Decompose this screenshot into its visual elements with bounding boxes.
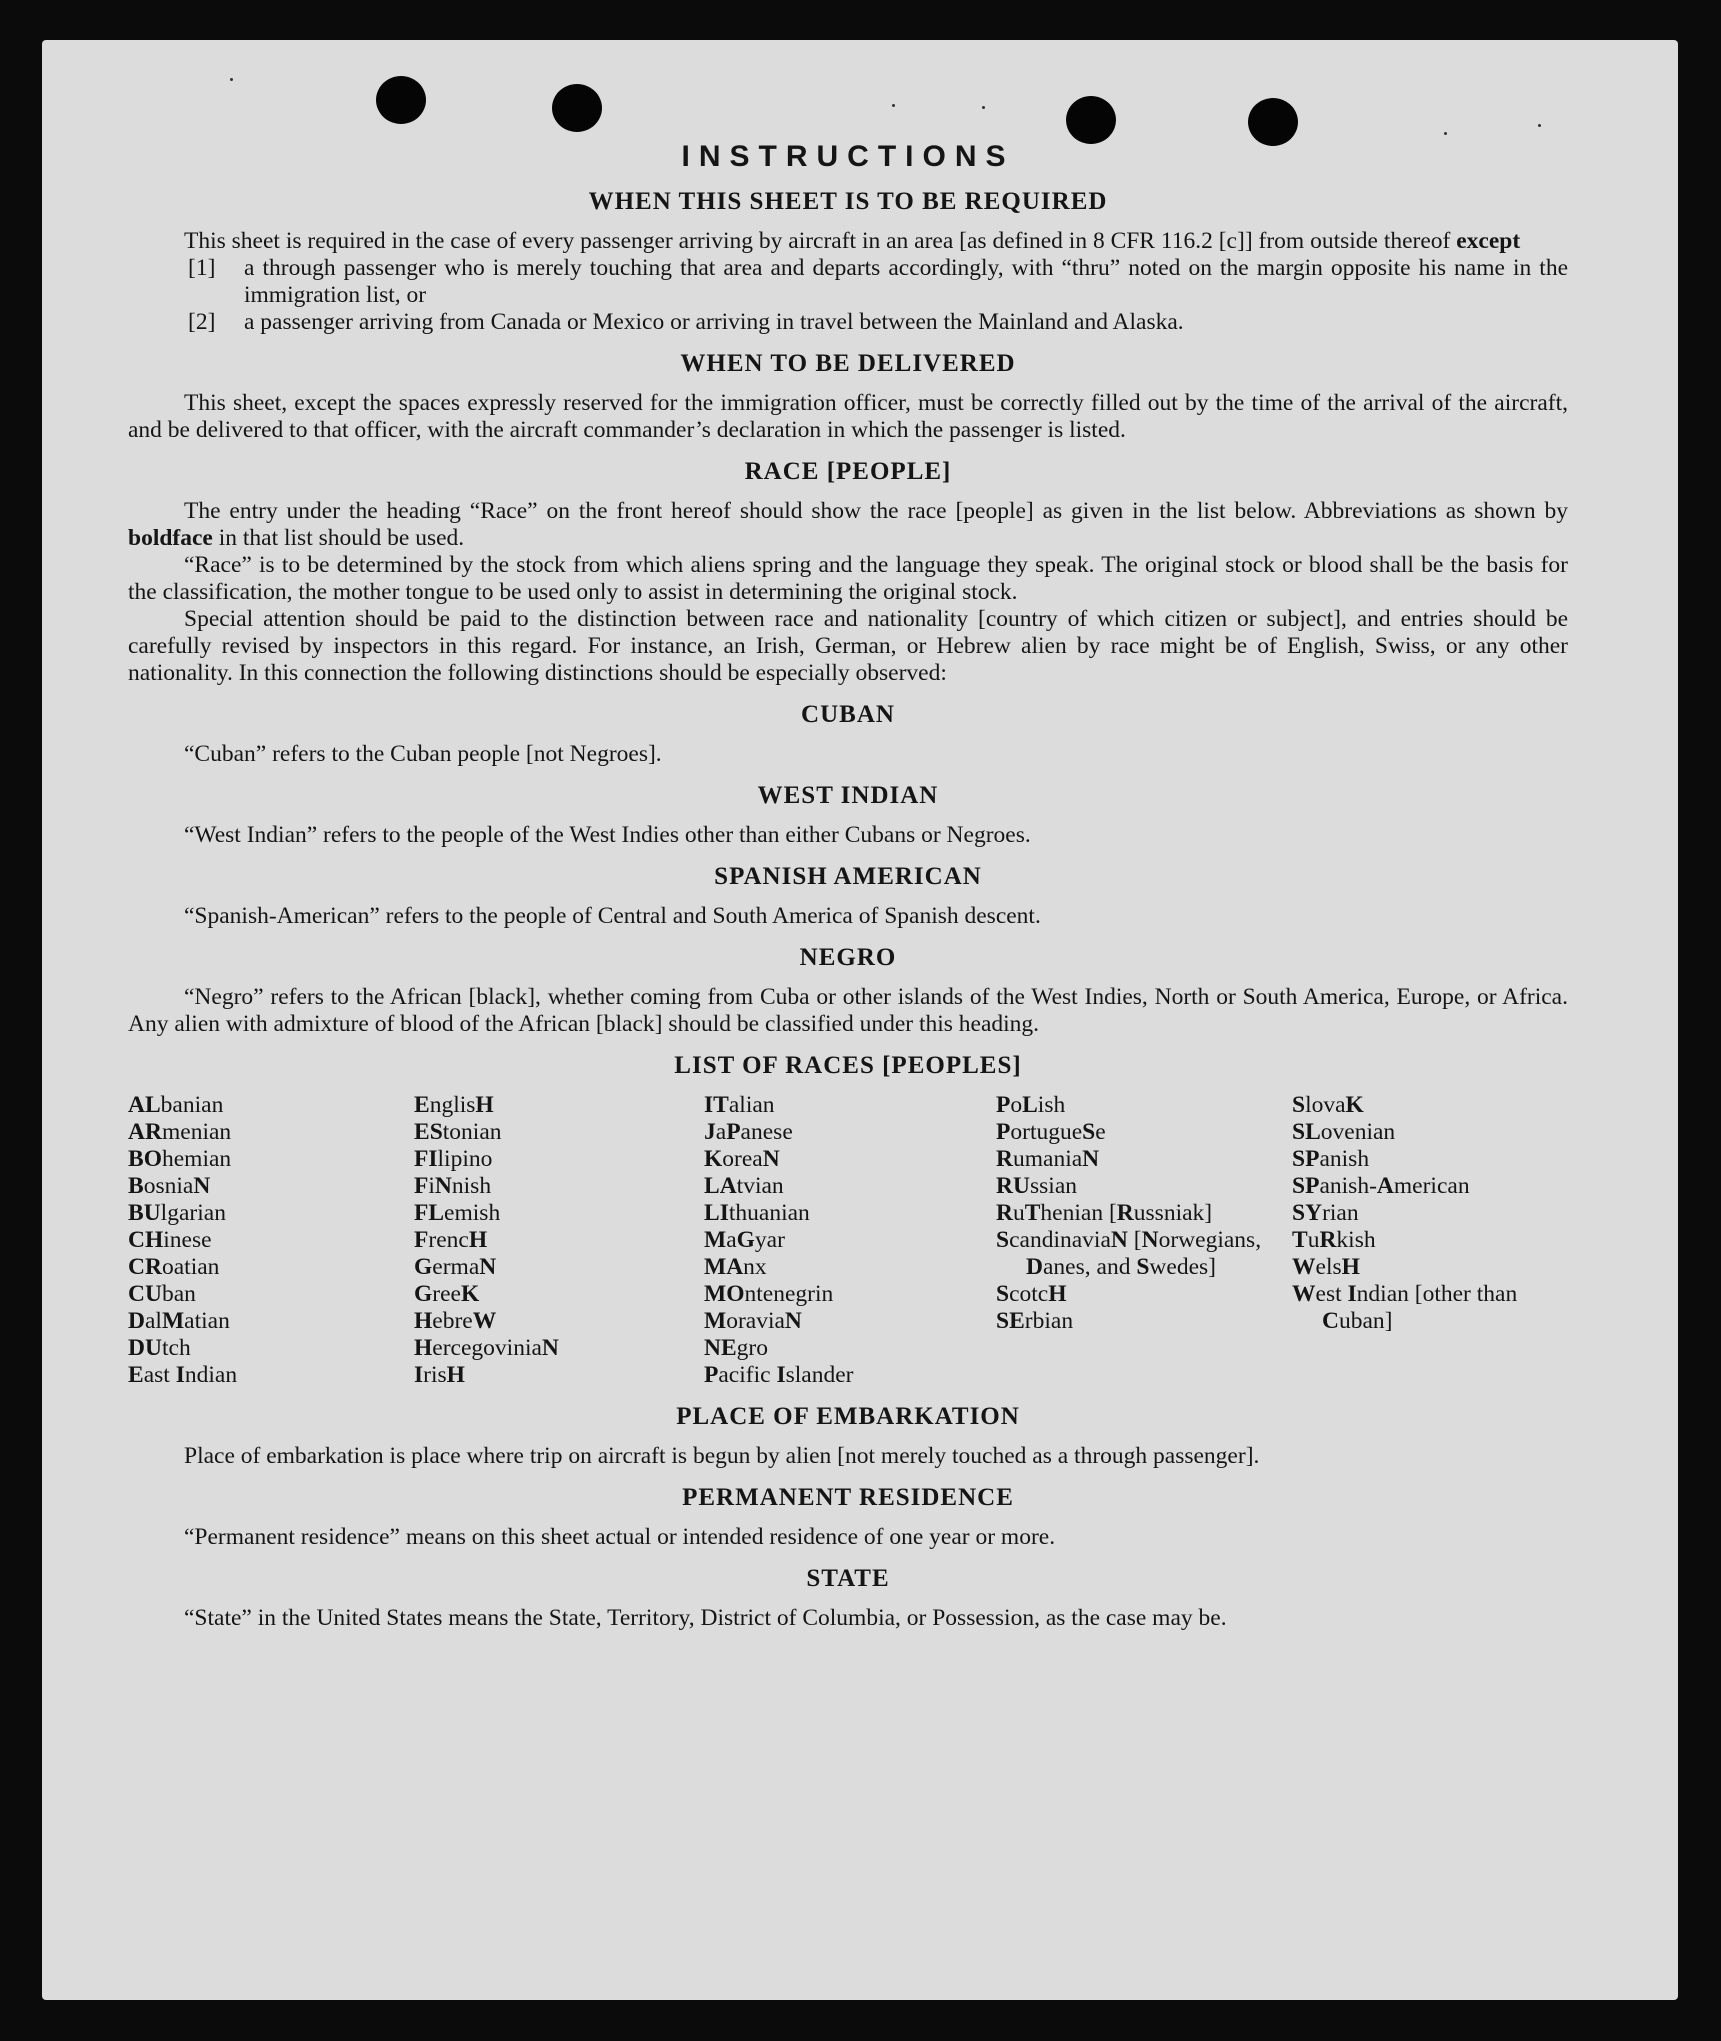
paragraph: “State” in the United States means the State, Territory, District of Columbia, or Possession, as the case may be. <box>184 1605 1227 1631</box>
punch-hole <box>552 84 602 132</box>
paragraph: “Permanent residence” means on this sheet actual or intended residence of one year or more. <box>184 1524 1056 1550</box>
section-heading: WEST INDIAN <box>757 782 939 809</box>
race-entry: SYrian <box>1292 1200 1359 1226</box>
race-entry: PortugueSe <box>996 1119 1106 1145</box>
paragraph: “Race” is to be determined by the stock from which aliens spring and the language they speak. The original stock or blood shall be the basis for the classification, the mother tongue to be used only to assist in determining the original stock. <box>128 552 1568 605</box>
race-entry: MoraviaN <box>704 1308 802 1334</box>
race-entry: GreeK <box>414 1281 480 1307</box>
document-sheet <box>42 40 1678 2000</box>
race-column <box>1292 1092 1568 1389</box>
race-entry: CUban <box>128 1281 196 1307</box>
race-entry: SlovaK <box>1292 1092 1364 1118</box>
race-column <box>414 1092 704 1389</box>
dust-speck <box>892 104 895 107</box>
paragraph: This sheet is required in the case of every passenger arriving by aircraft in an area [as defined in 8 CFR 116.2 [c]] from outside thereof except <box>184 228 1521 254</box>
paragraph: “West Indian” refers to the people of the West Indies other than either Cubans or Negroes. <box>184 822 1031 848</box>
instructions-content <box>128 140 1568 1632</box>
race-entry: ARmenian <box>128 1119 232 1145</box>
race-entry: West Indian [other than Cuban] <box>1292 1281 1518 1334</box>
paragraph: “Negro” refers to the African [black], whether coming from Cuba or other islands of the West Indies, North or South America, Europe, or Africa. Any alien with admixture of blood of the African [black] should be classified under this heading. <box>128 984 1568 1037</box>
race-entry: BosniaN <box>128 1173 211 1199</box>
dust-speck <box>1444 132 1447 135</box>
section-heading: LIST OF RACES [PEOPLES] <box>674 1052 1022 1079</box>
race-entry: FrencH <box>414 1227 488 1253</box>
race-entry: GermaN <box>414 1254 497 1280</box>
section-heading: PERMANENT RESIDENCE <box>682 1484 1014 1511</box>
punch-hole <box>1248 98 1298 146</box>
section-heading: NEGRO <box>799 944 897 971</box>
race-entry: BUlgarian <box>128 1200 226 1226</box>
race-entry: LAtvian <box>704 1173 784 1199</box>
race-entry: Pacific Islander <box>704 1362 854 1388</box>
punch-hole <box>1066 96 1116 144</box>
race-entry: KoreaN <box>704 1146 780 1172</box>
race-entry: FLemish <box>414 1200 501 1226</box>
race-entry: WelsH <box>1292 1254 1360 1280</box>
race-entry: JaPanese <box>704 1119 793 1145</box>
race-entry: CRoatian <box>128 1254 220 1280</box>
race-entry: FIlipino <box>414 1146 493 1172</box>
race-list <box>128 1092 1568 1389</box>
race-entry: TuRkish <box>1292 1227 1376 1253</box>
race-entry: MOntenegrin <box>704 1281 834 1307</box>
race-entry: HebreW <box>414 1308 497 1334</box>
race-entry: ScandinaviaN [Norwegians, Danes, and Swedes] <box>996 1227 1262 1280</box>
race-entry: SPanish-American <box>1292 1173 1470 1199</box>
dust-speck <box>982 106 985 109</box>
race-entry: NEgro <box>704 1335 768 1361</box>
list-item: [2] a passenger arriving from Canada or Mexico or arriving in travel between the Mainland and Alaska. <box>188 309 1184 335</box>
race-entry: LIthuanian <box>704 1200 810 1226</box>
race-entry: SLovenian <box>1292 1119 1396 1145</box>
section-heading: STATE <box>806 1565 890 1592</box>
paragraph: This sheet, except the spaces expressly reserved for the immigration officer, must be correctly filled out by the time of the arrival of the aircraft, and be delivered to that officer, with the aircraft commander’s declaration in which the passenger is listed. <box>128 390 1568 443</box>
paragraph: Special attention should be paid to the distinction between race and nationality [country of which citizen or subject], and entries should be carefully revised by inspectors in this regard. For instance, an Irish, German, or Hebrew alien by race might be of English, Swiss, or any other nationality. In this connection the following distinctions should be especially observed: <box>128 606 1568 686</box>
race-entry: PoLish <box>996 1092 1066 1118</box>
race-entry: East Indian <box>128 1362 238 1388</box>
race-entry: DalMatian <box>128 1308 230 1334</box>
page-title: INSTRUCTIONS <box>681 140 1015 173</box>
dust-speck <box>230 78 233 81</box>
race-entry: BOhemian <box>128 1146 232 1172</box>
race-entry: SPanish <box>1292 1146 1370 1172</box>
race-column <box>704 1092 996 1389</box>
race-entry: RuThenian [Russniak] <box>996 1200 1213 1226</box>
race-entry: EStonian <box>414 1119 502 1145</box>
race-entry: HercegoviniaN <box>414 1335 559 1361</box>
section-heading: CUBAN <box>801 701 895 728</box>
paragraph: “Spanish-American” refers to the people of Central and South America of Spanish descent. <box>184 903 1041 929</box>
race-entry: SErbian <box>996 1308 1074 1334</box>
punch-hole <box>376 76 426 124</box>
section-heading: WHEN THIS SHEET IS TO BE REQUIRED <box>588 188 1108 215</box>
race-entry: IrisH <box>414 1362 465 1388</box>
section-heading: SPANISH AMERICAN <box>714 863 982 890</box>
race-entry: RumaniaN <box>996 1146 1100 1172</box>
dust-speck <box>1538 124 1541 127</box>
section-heading: PLACE OF EMBARKATION <box>676 1403 1020 1430</box>
paragraph: Place of embarkation is place where trip on aircraft is begun by alien [not merely touched as a through passenger]. <box>184 1443 1260 1469</box>
race-entry: ScotcH <box>996 1281 1067 1307</box>
race-entry: MaGyar <box>704 1227 785 1253</box>
race-entry: EnglisH <box>414 1092 494 1118</box>
section-heading: RACE [PEOPLE] <box>744 458 952 485</box>
race-entry: FiNnish <box>414 1173 492 1199</box>
race-entry: CHinese <box>128 1227 212 1253</box>
paragraph: “Cuban” refers to the Cuban people [not Negroes]. <box>184 741 662 767</box>
race-entry: ITalian <box>704 1092 775 1118</box>
race-entry: ALbanian <box>128 1092 224 1118</box>
race-column <box>996 1092 1292 1389</box>
race-entry: DUtch <box>128 1335 191 1361</box>
race-entry: MAnx <box>704 1254 767 1280</box>
section-heading: WHEN TO BE DELIVERED <box>680 350 1016 377</box>
race-entry: RUssian <box>996 1173 1077 1199</box>
race-column <box>128 1092 414 1389</box>
paragraph: The entry under the heading “Race” on the front hereof should show the race [people] as given in the list below. Abbreviations as shown by boldface in that list should be used. <box>128 498 1568 551</box>
list-item: [1] a through passenger who is merely touching that area and departs accordingly, with “thru” noted on the margin opposite his name in the immigration list, or <box>188 255 1568 308</box>
